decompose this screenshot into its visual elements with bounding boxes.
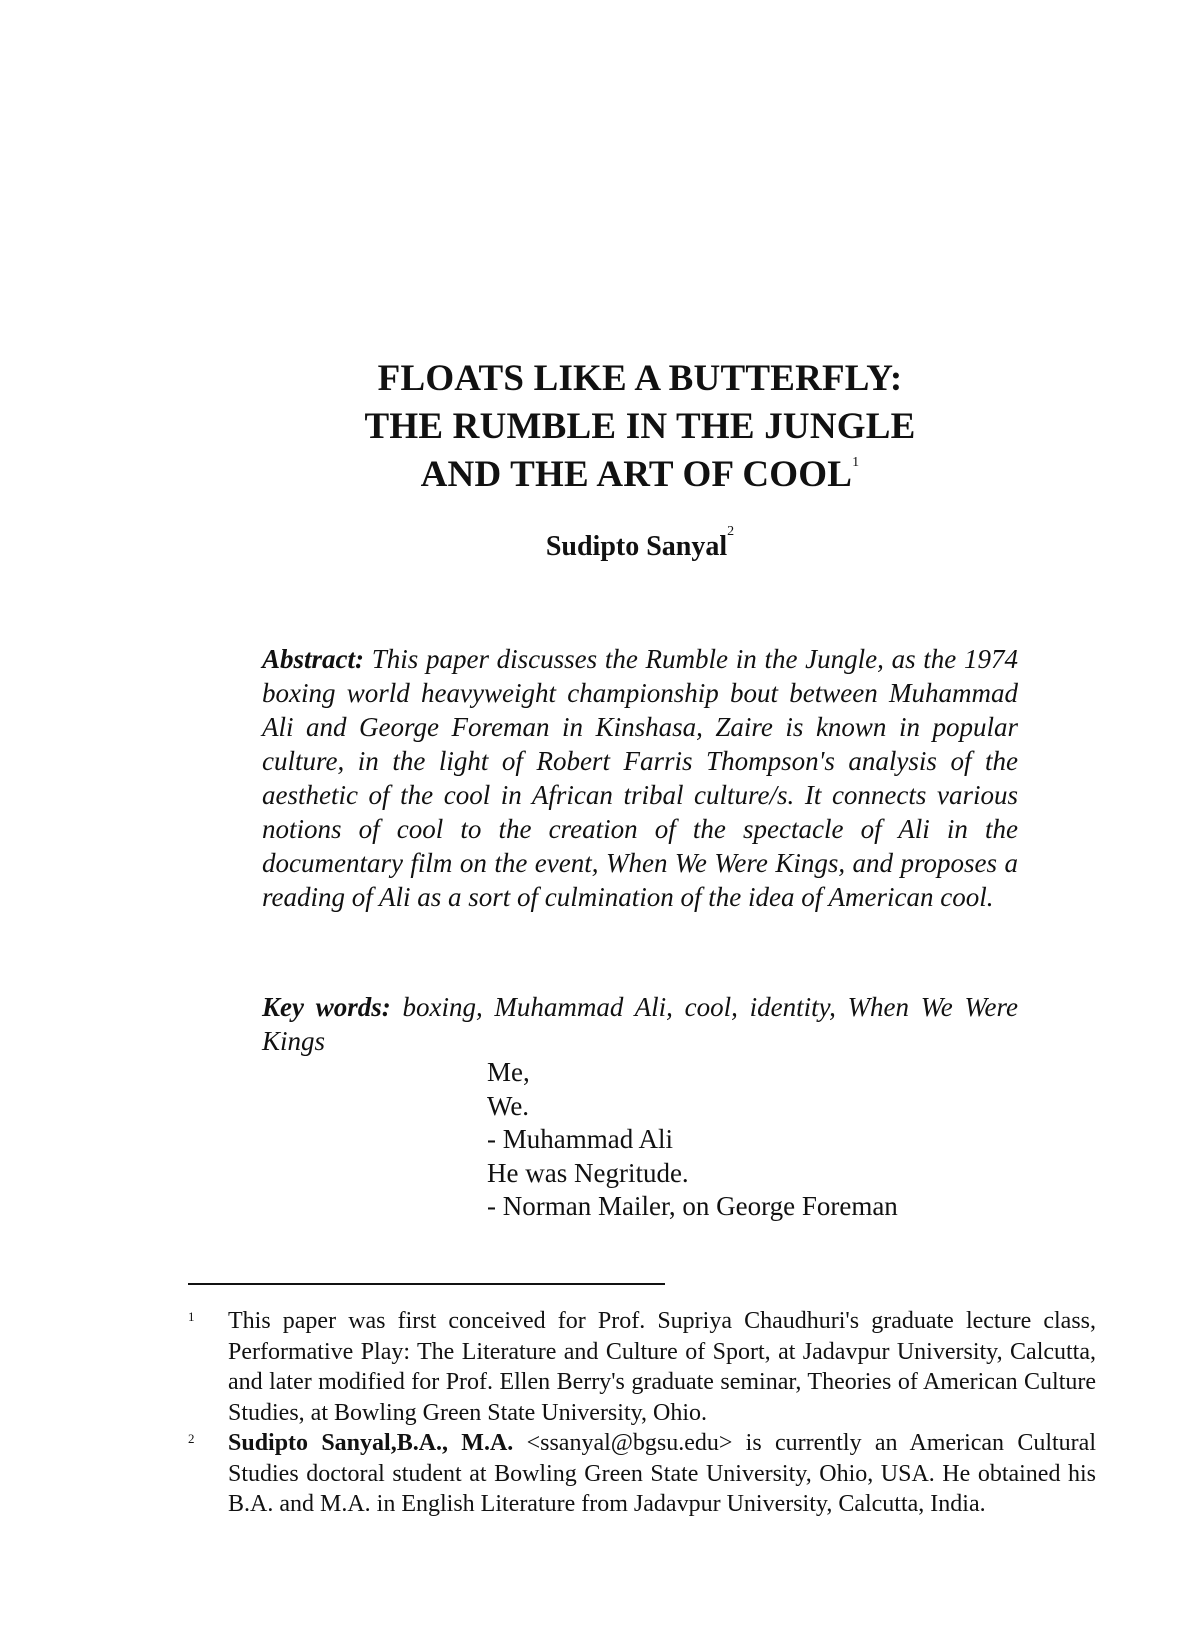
author-name: Sudipto Sanyal (545, 531, 728, 562)
epigraph-attribution: - Norman Mailer, on George Foreman (487, 1191, 898, 1221)
author-byline (0, 524, 1200, 564)
footnote-1 (188, 1306, 1096, 1428)
footnote-mark: 2 (188, 1431, 195, 1446)
keywords (262, 990, 1018, 1058)
footnote-2 (188, 1428, 1096, 1520)
title-line-2: THE RUMBLE IN THE JUNGLE (364, 406, 916, 447)
abstract (262, 642, 1018, 914)
footnotes (188, 1306, 1096, 1520)
footnote-author-credentials: Sudipto Sanyal,B.A., M.A. (228, 1430, 514, 1456)
paper-title (0, 355, 1200, 499)
title-line-1: FLOATS LIKE A BUTTERFLY: (377, 358, 903, 399)
epigraph-attribution: - Muhammad Ali (487, 1124, 673, 1154)
footnote-text: This paper was first conceived for Prof. Supriya Chaudhuri's graduate lecture class, Performative Play: The Literature and Culture of Sport, at Jadavpur University, Calcutta, and later modified for Prof. Ellen Berry's graduate seminar, Theories of American Culture Studies, at Bowling Green State University, Ohio. (228, 1308, 1096, 1426)
footnote-separator (188, 1283, 665, 1285)
epigraph-line: We. (487, 1090, 530, 1121)
title-line-3-text: AND THE ART OF COOL (420, 454, 853, 495)
abstract-label: Abstract: (262, 644, 365, 674)
epigraph-line: Me, (487, 1057, 530, 1087)
footnote-text: <ssanyal@bgsu.edu> is currently an American Cultural Studies doctoral student at Bowling Green State University, Ohio, USA. He obtained his B.A. and M.A. in English Literature from Jadavpur University, Calcutta, India. (228, 1430, 1096, 1517)
keywords-label: Key words: (262, 992, 391, 1022)
epigraph (487, 1056, 898, 1224)
keywords-text: boxing, Muhammad Ali, cool, identity, When We Were Kings (262, 992, 1018, 1056)
epigraph-line: He was Negritude. (487, 1157, 689, 1188)
abstract-text: This paper discusses the Rumble in the Jungle, as the 1974 boxing world heavyweight championship bout between Muhammad Ali and George Foreman in Kinshasa, Zaire is known in popular culture, in the light of Robert Farris Thompson's analysis of the aesthetic of the cool in African tribal culture/s. It connects various notions of cool to the creation of the spectacle of Ali in the documentary film on the event, When We Were Kings, and proposes a reading of Ali as a sort of culmination of the idea of American cool. (262, 644, 1018, 912)
title-footnote-ref: 1 (852, 455, 860, 470)
author-footnote-ref: 2 (727, 524, 735, 539)
footnote-mark: 1 (188, 1309, 195, 1324)
title-line-3 (0, 451, 1200, 499)
